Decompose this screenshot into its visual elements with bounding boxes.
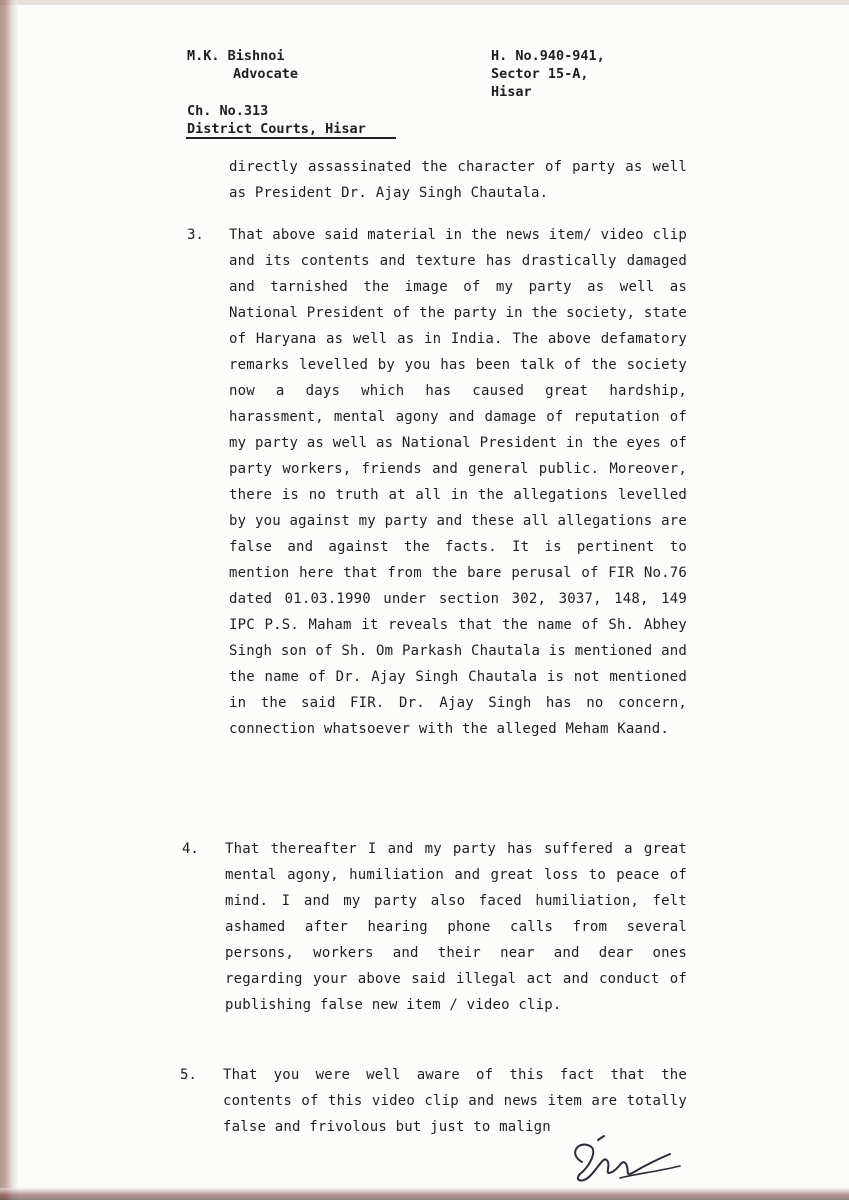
- paragraph-3-text: That above said material in the news item/ video clip and its contents and texture has drastically damaged and tarnished the image of my party as well as National President of the party in the society, state of Haryana as well as in India. The above defamatory remarks levelled by you has been talk of the society now a days which has caused great hardship, harassment, mental agony and damage of reputation of my party as well as National President in the eyes of party workers, friends and general public. Moreover, there is no truth at all in the allegations levelled by you against my party and these all allegations are false and against the facts. It is pertinent to mention here that from the bare perusal of FIR No.76 dated 01.03.1990 under section 302, 3037, 148, 149 IPC P.S. Maham it reveals that the name of Sh. Abhey Singh son of Sh. Om Parkash Chautala is mentioned and the name of Dr. Ajay Singh Chautala is not mentioned in the said FIR. Dr. Ajay Singh has no concern, connection whatsoever with the alleged Meham Kaand.: [229, 227, 687, 737]
- advocate-title: Advocate: [233, 66, 299, 82]
- scan-edge-top: [0, 0, 849, 5]
- paragraph-4-number: 4.: [182, 841, 199, 857]
- letterhead-chamber: [187, 102, 366, 138]
- paragraph-3-number: 3.: [187, 227, 204, 243]
- paragraph-4-text: That thereafter I and my party has suffered a great mental agony, humiliation and great loss to peace of mind. I and my party also faced humiliation, felt ashamed after hearing phone calls from several persons, workers and their near and dear ones regarding your above said illegal act and conduct of publishing false new item / video clip.: [225, 841, 687, 1013]
- letterhead-address: [491, 47, 605, 101]
- paragraph-continued: directly assassinated the character of party as well as President Dr. Ajay Singh Chautala.: [229, 159, 687, 201]
- letterhead-divider: [186, 137, 396, 139]
- paragraph-5-text: That you were well aware of this fact that the contents of this video clip and news item are totally false and frivolous but just to malign: [223, 1067, 687, 1135]
- signature-icon: [560, 1132, 690, 1187]
- address-line-2: Sector 15-A,: [491, 66, 589, 82]
- advocate-name: M.K. Bishnoi: [187, 48, 285, 64]
- paragraph-5-number: 5.: [180, 1067, 197, 1083]
- court-name: District Courts, Hisar: [187, 121, 366, 137]
- address-line-1: H. No.940-941,: [491, 48, 605, 64]
- chamber-number: Ch. No.313: [187, 103, 269, 119]
- scan-edge-left: [0, 0, 18, 1200]
- address-line-3: Hisar: [491, 84, 532, 100]
- scan-edge-bottom: [0, 1188, 849, 1200]
- letterhead-advocate: [187, 47, 298, 83]
